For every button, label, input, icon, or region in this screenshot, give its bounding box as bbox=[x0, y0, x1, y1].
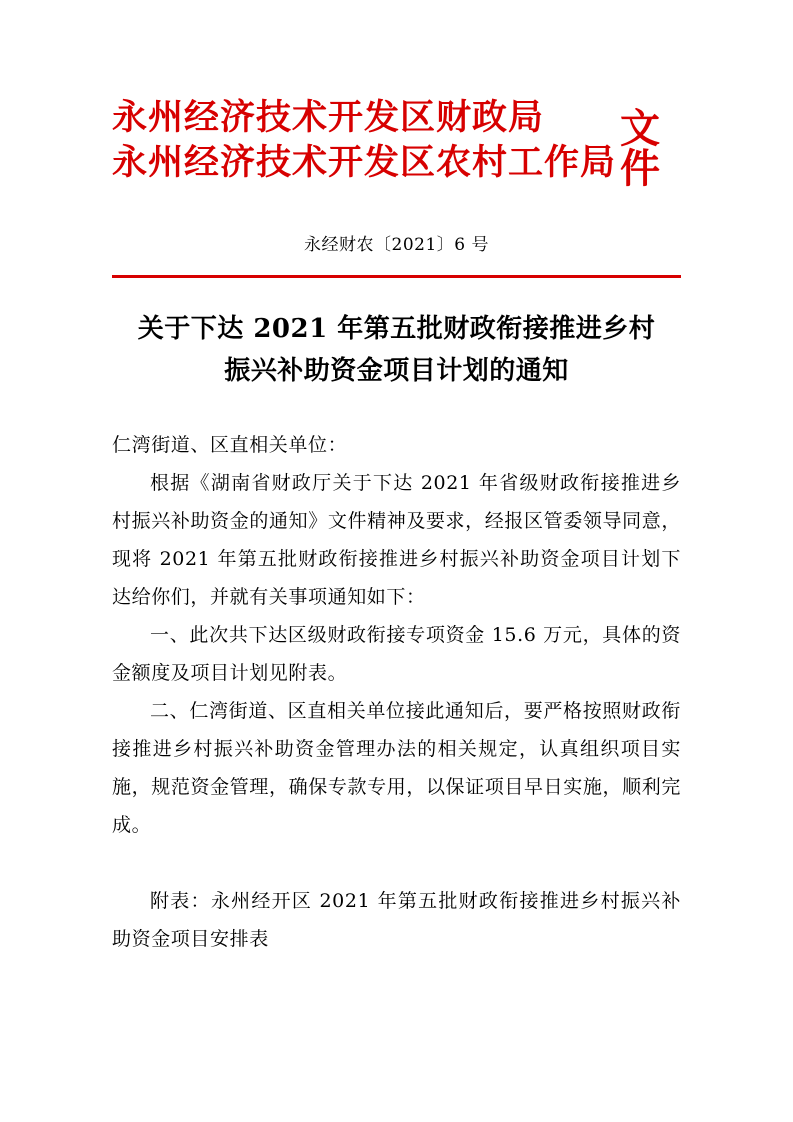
red-divider-rule bbox=[112, 275, 681, 278]
masthead-line-2: 永州经济技术开发区农村工作局 bbox=[112, 141, 617, 183]
document-body bbox=[112, 426, 681, 958]
document-title-line-2: 振兴补助资金项目计划的通知 bbox=[224, 355, 569, 386]
masthead-title-lines bbox=[112, 96, 616, 186]
document-title-line-1: 关于下达 2021 年第五批财政衔接推进乡村 bbox=[137, 313, 656, 344]
body-paragraph-3: 二、仁湾街道、区直相关单位接此通知后，要严格按照财政衔接推进乡村振兴补助资金管理办法的相关规定，认真组织项目实施，规范资金管理，确保专款专用，以保证项目早日实施，顺利完成。 bbox=[112, 699, 681, 836]
masthead-line-1: 永州经济技术开发区财政局 bbox=[112, 97, 545, 138]
document-number: 永经财农〔2021〕6 号 bbox=[304, 234, 489, 255]
body-paragraph-1: 根据《湖南省财政厅关于下达 2021 年省级财政衔接推进乡村振兴补助资金的通知》文件精神及要求，经报区管委领导同意，现将 2021 年第五批财政衔接推进乡村振兴补助资金项目计划下达给你们，并就有关事项通知如下： bbox=[112, 471, 681, 608]
document-title bbox=[112, 308, 681, 392]
masthead bbox=[112, 0, 681, 192]
masthead-suffix: 文件 bbox=[620, 104, 661, 192]
salutation: 仁湾街道、区直相关单位： bbox=[112, 433, 348, 456]
body-paragraph-2: 一、此次共下达区级财政衔接专项资金 15.6 万元，具体的资金额度及项目计划见附表。 bbox=[112, 623, 681, 684]
attachment-note: 附表：永州经开区 2021 年第五批财政衔接推进乡村振兴补助资金项目安排表 bbox=[112, 889, 681, 950]
